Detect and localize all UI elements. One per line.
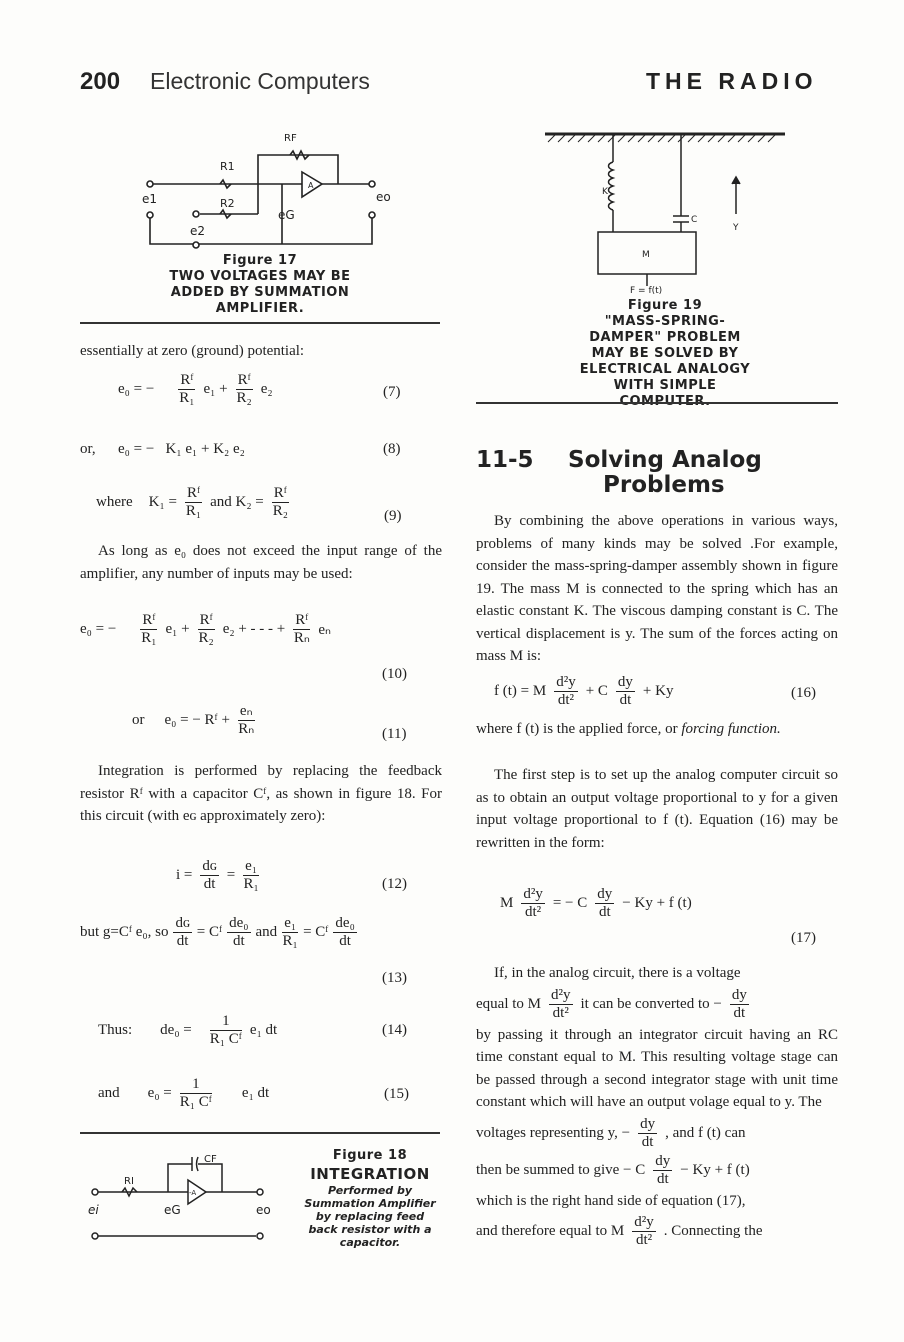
numerator: de₀: [335, 915, 355, 931]
fraction: [180, 1076, 212, 1111]
denominator: R₁: [179, 390, 195, 406]
fraction: [236, 372, 253, 407]
figure-18-circuit: [80, 1150, 305, 1240]
denominator: dt: [176, 933, 189, 949]
eq-text: e₀ =: [147, 1085, 172, 1101]
denominator: Rₙ: [238, 721, 255, 737]
fraction: [293, 612, 310, 647]
denominator: R₁: [185, 503, 202, 519]
fraction: [198, 612, 215, 647]
numerator: d²y: [523, 886, 543, 902]
fraction: [272, 485, 289, 520]
eq-text: e₂: [260, 381, 273, 397]
fraction: [595, 886, 614, 921]
numerator: dy: [655, 1152, 671, 1169]
text-line: If, in the analog circuit, there is a voltage: [494, 965, 741, 981]
caption-line: Summation Amplifier: [304, 1197, 436, 1210]
numerator: Rᶠ: [199, 612, 213, 628]
label-amp: -A: [189, 1189, 197, 1197]
equation-number: (11): [382, 726, 407, 742]
numerator: e₁: [245, 858, 258, 874]
label-rf: RF: [284, 133, 297, 144]
divider: [80, 1132, 440, 1134]
caption-line: Figure 18: [332, 1148, 408, 1163]
caption-line: Figure 19: [627, 298, 703, 313]
label-eo: eo: [256, 1203, 271, 1217]
equation-16: [494, 674, 673, 709]
fraction: [227, 915, 250, 950]
fraction: [140, 612, 157, 647]
numerator: eₙ: [239, 703, 253, 719]
denominator: R₁: [282, 933, 298, 949]
fraction: [178, 372, 195, 407]
figure-19-caption: [560, 298, 770, 410]
caption-line: TWO VOLTAGES MAY BE: [169, 269, 351, 284]
figure-19-diagram: [540, 122, 790, 292]
paragraph: By combining the above operations in various ways, problems of many kinds may be solved .For example, consider the mass-spring-damper assembly shown in figure 19. The mass M is connected to the spring which has an elastic constant K. The viscous damping constant is C. The vertical displacement is y. The sum of the forces acting on mass M is:: [476, 513, 838, 664]
denominator: dt: [598, 904, 611, 920]
denominator: dt²: [557, 692, 575, 708]
paragraph: by passing it through an integrator circuit having an RC time constant equal to M. This resulting voltage stage can be passed through a second integrator stage with unit time constant which will have an output volage equal to y. The: [476, 1026, 838, 1110]
denominator: dt: [641, 1133, 654, 1150]
fraction: [521, 886, 545, 921]
numerator: 1: [180, 1076, 212, 1094]
denominator: R₁: [141, 630, 157, 646]
numerator: Rᶠ: [273, 485, 287, 501]
eq-text: M: [500, 895, 514, 911]
paragraph: The first step is to set up the analog computer circuit so as to obtain an output voltage proportional to y for a given input voltage proportional to f (t). Equation (16) may be rewritten in the form:: [476, 767, 838, 851]
divider: [80, 322, 440, 324]
fraction: [243, 858, 259, 893]
numerator: Rᶠ: [186, 485, 201, 501]
label-cf: CF: [204, 1154, 217, 1165]
section-title-line-2: Problems: [603, 472, 725, 498]
paragraph: Integration is performed by replacing the feedback resistor Rᶠ with a capacitor Cᶠ, as shown in figure 18. For this circuit (with eɢ approximately zero):: [80, 763, 442, 824]
eq-text: and: [255, 924, 278, 940]
equation-15: [98, 1076, 269, 1111]
label-r2: R2: [220, 197, 235, 210]
numerator: de₀: [229, 915, 249, 931]
page-number: 200: [80, 68, 121, 95]
denominator: R₂: [272, 503, 288, 519]
eq-text: eₙ: [318, 622, 332, 638]
caption-line: capacitor.: [339, 1236, 401, 1249]
numerator: dɢ: [175, 915, 190, 931]
label-e2: e2: [190, 224, 206, 238]
text: voltages representing y, −: [476, 1124, 631, 1141]
equation-13: [80, 915, 359, 950]
equation-8: e₀ = − K₁ e₁ + K₂ e₂: [118, 441, 245, 457]
label-y: Y: [733, 223, 739, 233]
eq-text: f (t) = M: [494, 683, 547, 699]
numerator: d²y: [634, 1214, 654, 1230]
label-m: M: [642, 250, 650, 260]
eq-text: e₂ + - - - +: [222, 621, 286, 637]
equation-11: [132, 703, 257, 738]
caption-line: DAMPER" PROBLEM: [589, 330, 741, 345]
denominator: dt: [232, 933, 245, 949]
fraction: [730, 987, 749, 1022]
equation-number: (13): [382, 970, 407, 986]
eq-text: e₀ = −: [118, 381, 155, 397]
label-ei: ei: [88, 1203, 99, 1217]
caption-line: by replacing feed: [315, 1210, 425, 1223]
equation-number: (9): [384, 508, 402, 524]
text-line: [476, 1214, 838, 1249]
equation-number: (7): [383, 384, 401, 400]
equation-7: [118, 372, 273, 407]
paragraph-flow: [476, 962, 838, 1249]
denominator: dt: [619, 692, 632, 708]
paragraph: As long as e₀ does not exceed the input range of the amplifier, any number of inputs may be used:: [80, 543, 442, 582]
equation-10: [80, 612, 331, 647]
caption-line: Performed by: [327, 1184, 413, 1197]
eq-text: K₁ =: [148, 494, 177, 510]
eq-text: e₁ dt: [241, 1085, 270, 1101]
label-r1: R1: [220, 160, 235, 173]
text-line: which is the right hand side of equation (17),: [476, 1192, 746, 1209]
numerator: 1: [210, 1013, 242, 1031]
fraction: [653, 1153, 672, 1188]
eq-text: = Cᶠ: [196, 924, 223, 940]
denominator: dt: [656, 1170, 669, 1187]
equation-number: (17): [791, 930, 816, 946]
label-amp: A: [308, 181, 314, 190]
italic-term: forcing function.: [681, 721, 781, 737]
denominator: dt²: [552, 1004, 569, 1021]
fraction: [238, 703, 255, 738]
fraction: [549, 987, 573, 1022]
numerator: d²y: [556, 674, 576, 690]
numerator: d²y: [551, 986, 571, 1003]
fraction: [554, 674, 578, 709]
numerator: Rᶠ: [180, 372, 194, 388]
denominator: dt²: [635, 1232, 653, 1248]
eq-text: or,: [80, 441, 96, 457]
eq-text: = Cᶠ: [303, 924, 329, 940]
label-k: K: [602, 187, 608, 197]
eq-text: and: [98, 1085, 120, 1101]
eq-text: e₁ dt: [249, 1022, 278, 1038]
denominator: R₁ Cᶠ: [209, 1031, 242, 1047]
denominator: dt: [733, 1004, 746, 1021]
numerator: Rᶠ: [142, 612, 156, 628]
denominator: dt: [339, 933, 351, 949]
figure-18-caption: [300, 1148, 440, 1249]
eq-text: and K₂ =: [210, 494, 264, 510]
section-number: 11-5: [476, 447, 534, 473]
fraction: [282, 915, 298, 950]
eq-text: =: [226, 867, 236, 883]
eq-text: where: [96, 494, 133, 510]
numerator: dy: [731, 986, 747, 1003]
text: and therefore equal to M: [476, 1223, 625, 1239]
denominator: R₂: [198, 630, 214, 646]
numerator: dɢ: [202, 858, 217, 874]
label-eg: eG: [164, 1203, 181, 1217]
fraction: [632, 1214, 656, 1249]
label-eg: eG: [278, 208, 295, 222]
equation-number: (14): [382, 1022, 407, 1038]
section-title: Solving Analog: [568, 447, 762, 473]
caption-line: AMPLIFIER.: [215, 301, 305, 316]
text-line: [476, 1116, 838, 1151]
eq-text: i =: [176, 867, 193, 883]
numerator: Rᶠ: [295, 612, 309, 628]
equation-17: [500, 886, 692, 921]
fraction: [210, 1013, 242, 1048]
running-title: Electronic Computers: [150, 68, 370, 94]
fraction: [200, 858, 218, 893]
numerator: e₁: [284, 915, 297, 931]
eq-text: Thus:: [98, 1022, 133, 1038]
numerator: dy: [640, 1115, 656, 1132]
equation-number: (16): [791, 685, 816, 701]
text: it can be converted to −: [580, 995, 722, 1012]
caption-line: MAY BE SOLVED BY: [591, 346, 739, 361]
equation-9: [96, 485, 291, 520]
fraction: [333, 915, 356, 950]
eq-text: − Ky + f (t): [622, 895, 692, 911]
equation-14: [98, 1013, 277, 1048]
text-line: [476, 1153, 838, 1188]
numerator: dy: [597, 886, 613, 902]
caption-line: INTEGRATION: [310, 1165, 430, 1183]
caption-line: "MASS-SPRING-: [604, 314, 726, 329]
denominator: dt: [203, 876, 216, 892]
text-line: [476, 987, 838, 1022]
text: then be summed to give − C: [476, 1161, 646, 1178]
denominator: Rₙ: [293, 630, 310, 646]
eq-text: de₀ =: [160, 1022, 192, 1038]
denominator: R₁: [243, 876, 259, 892]
text: − Ky + f (t): [680, 1161, 750, 1178]
eq-text: = − C: [552, 895, 588, 911]
numerator: dy: [617, 674, 633, 690]
caption-line: ELECTRICAL ANALOGY: [579, 362, 751, 377]
paragraph: [476, 718, 838, 741]
equation-number: (8): [383, 441, 401, 457]
label-e1: e1: [142, 192, 158, 206]
eq-text: e₀ = − Rᶠ +: [164, 712, 230, 728]
equation-number: (15): [384, 1086, 409, 1102]
paragraph: essentially at zero (ground) potential:: [80, 343, 305, 359]
equation-12: [176, 858, 261, 893]
divider: [476, 402, 838, 404]
eq-text: or: [132, 712, 145, 728]
denominator: dt²: [525, 904, 542, 920]
caption-line: Figure 17: [222, 253, 298, 268]
caption-line: back resistor with a: [308, 1223, 432, 1236]
fraction: [638, 1116, 657, 1151]
label-ri: RI: [124, 1176, 134, 1187]
label-c: C: [691, 215, 698, 225]
fraction: [173, 915, 191, 950]
fraction: [185, 485, 202, 520]
denominator: R₂: [236, 390, 252, 406]
eq-text: e₁ +: [165, 621, 190, 637]
eq-text: e₁ +: [203, 381, 228, 397]
eq-text: + Ky: [642, 683, 674, 699]
numerator: Rᶠ: [237, 372, 251, 388]
text: . Connecting the: [663, 1223, 763, 1239]
text: , and f (t) can: [665, 1124, 746, 1141]
figure-17-caption: [110, 253, 410, 317]
figure-17-circuit: [80, 125, 440, 250]
fraction: [616, 674, 635, 709]
equation-number: (10): [382, 666, 407, 682]
eq-text: e₀ = −: [80, 621, 117, 637]
caption-line: WITH SIMPLE: [613, 378, 717, 393]
label-eo: eo: [376, 190, 391, 204]
eq-text: but g=Cᶠ e₀, so: [80, 924, 169, 940]
eq-text: + C: [585, 683, 608, 699]
equation-number: (12): [382, 876, 407, 892]
text: equal to M: [476, 995, 541, 1012]
text: where f (t) is the applied force, or: [476, 721, 682, 737]
label-force: F = f(t): [630, 286, 663, 296]
caption-line: ADDED BY SUMMATION: [170, 285, 350, 300]
denominator: R₁ Cᶠ: [179, 1094, 212, 1110]
journal-title: THE RADIO: [646, 68, 818, 94]
